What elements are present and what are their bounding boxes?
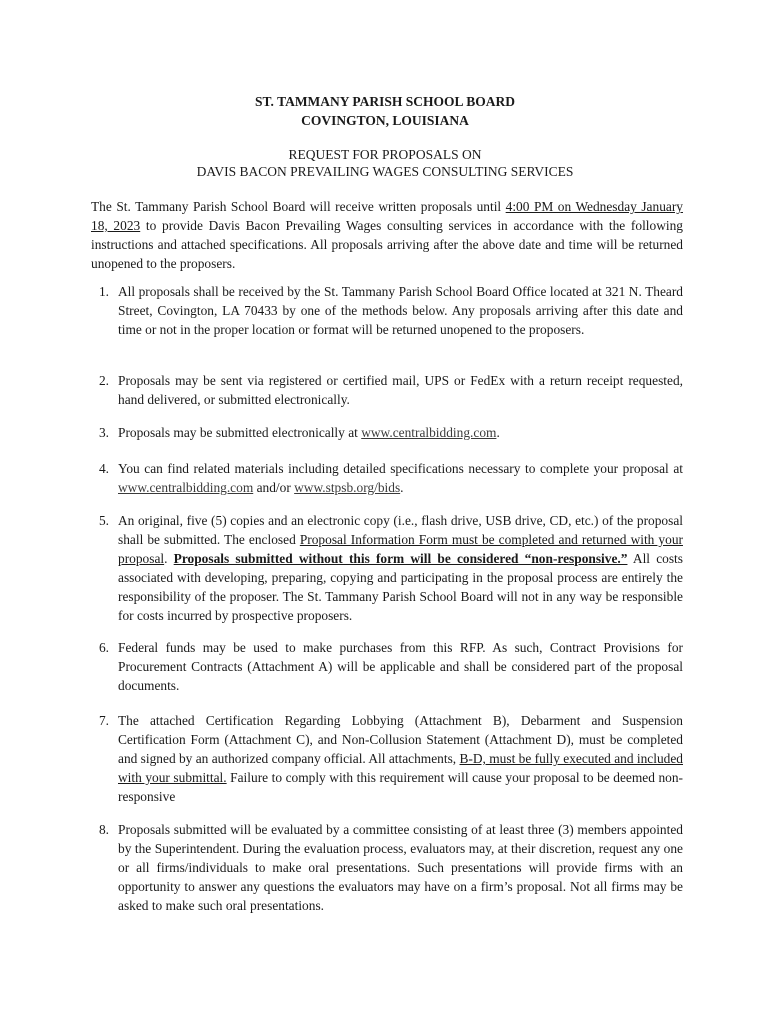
centralbidding-link[interactable]: www.centralbidding.com <box>361 425 497 440</box>
stpsb-bids-link[interactable]: www.stpsb.org/bids <box>294 480 401 495</box>
proposal-form-requirement: Proposal Information Form must be completed and returned with your proposal <box>118 532 683 566</box>
item-number: 5. <box>98 513 109 528</box>
list-item-6: Federal funds may be used to make purchases from this RFP. As such, Contract Provisions for Procurement Contracts (Attachment A) will be applicable and shall be considered part of the proposal documents. <box>118 640 683 693</box>
attachments-requirement: B-D, must be fully executed and included with your submittal. <box>118 751 683 785</box>
item-number: 8. <box>98 822 109 837</box>
list-item-2: Proposals may be sent via registered or certified mail, UPS or FedEx with a return receipt requested, hand delivered, or submitted electronically. <box>118 373 683 407</box>
intro-paragraph <box>91 197 683 273</box>
deadline: 4:00 PM on Wednesday January 18, 2023 <box>91 199 683 233</box>
centralbidding-link[interactable]: www.centralbidding.com <box>118 480 254 495</box>
list-item-5: An original, five (5) copies and an electronic copy (i.e., flash drive, USB drive, CD, etc.) of the proposal shall be submitted. The enclosed Proposal Information Form must be completed and returned with your proposal. Proposals submitted without this form will be considered “non-responsive.” All costs associated with developing, preparing, copying and participating in the proposal process are entirely the responsibility of the proposer. The St. Tammany Parish School Board will not in any way be responsible for costs incurred by prospective proposers. <box>118 513 683 623</box>
item-number: 2. <box>98 373 109 388</box>
list-item-4: You can find related materials including detailed specifications necessary to complete your proposal at www.centralbidding.com and/or www.stpsb.org/bids. <box>118 461 683 495</box>
non-responsive-warning: Proposals submitted without this form will be considered “non-responsive.” <box>173 551 628 566</box>
list-item-3: Proposals may be submitted electronically at www.centralbidding.com. <box>118 425 500 440</box>
item-number: 7. <box>98 713 109 728</box>
header-rfp-subject: DAVIS BACON PREVAILING WAGES CONSULTING SERVICES <box>196 164 574 179</box>
item-number: 1. <box>98 284 109 299</box>
item-number: 6. <box>98 640 109 655</box>
list-item-1: All proposals shall be received by the St. Tammany Parish School Board Office located at 321 N. Theard Street, Covington, LA 70433 by one of the methods below. Any proposals arriving after this date and time or not in the proper location or format will be returned unopened to the proposers. <box>118 284 683 337</box>
list-item-8: Proposals submitted will be evaluated by a committee consisting of at least three (3) members appointed by the Superintendent. During the evaluation process, evaluators may, at their discretion, request any one or all firms/individuals to make oral presentations. Such presentations will provide firms with an opportunity to answer any questions the evaluators may have on a firm’s proposal. Not all firms may be asked to make such oral presentations. <box>118 822 683 913</box>
intro-text-rest: to provide Davis Bacon Prevailing Wages consulting services in accordance with the following instructions and attached specifications. All proposals arriving after the above date and time will be returned unopened to the proposers. <box>91 218 683 271</box>
header-location: COVINGTON, LOUISIANA <box>301 113 469 128</box>
header-school-board: ST. TAMMANY PARISH SCHOOL BOARD <box>255 94 515 109</box>
item-number: 4. <box>98 461 109 476</box>
header-rfp-title: REQUEST FOR PROPOSALS ON <box>288 147 482 162</box>
item-number: 3. <box>98 425 109 440</box>
intro-text: The St. Tammany Parish School Board will receive written proposals until <box>91 199 506 214</box>
list-item-7: The attached Certification Regarding Lobbying (Attachment B), Debarment and Suspension Certification Form (Attachment C), and Non-Collusion Statement (Attachment D), must be completed and signed by an authorized company official. All attachments, B-D, must be fully executed and included with your submittal. Failure to comply with this requirement will cause your proposal to be deemed non-responsive <box>118 713 683 804</box>
